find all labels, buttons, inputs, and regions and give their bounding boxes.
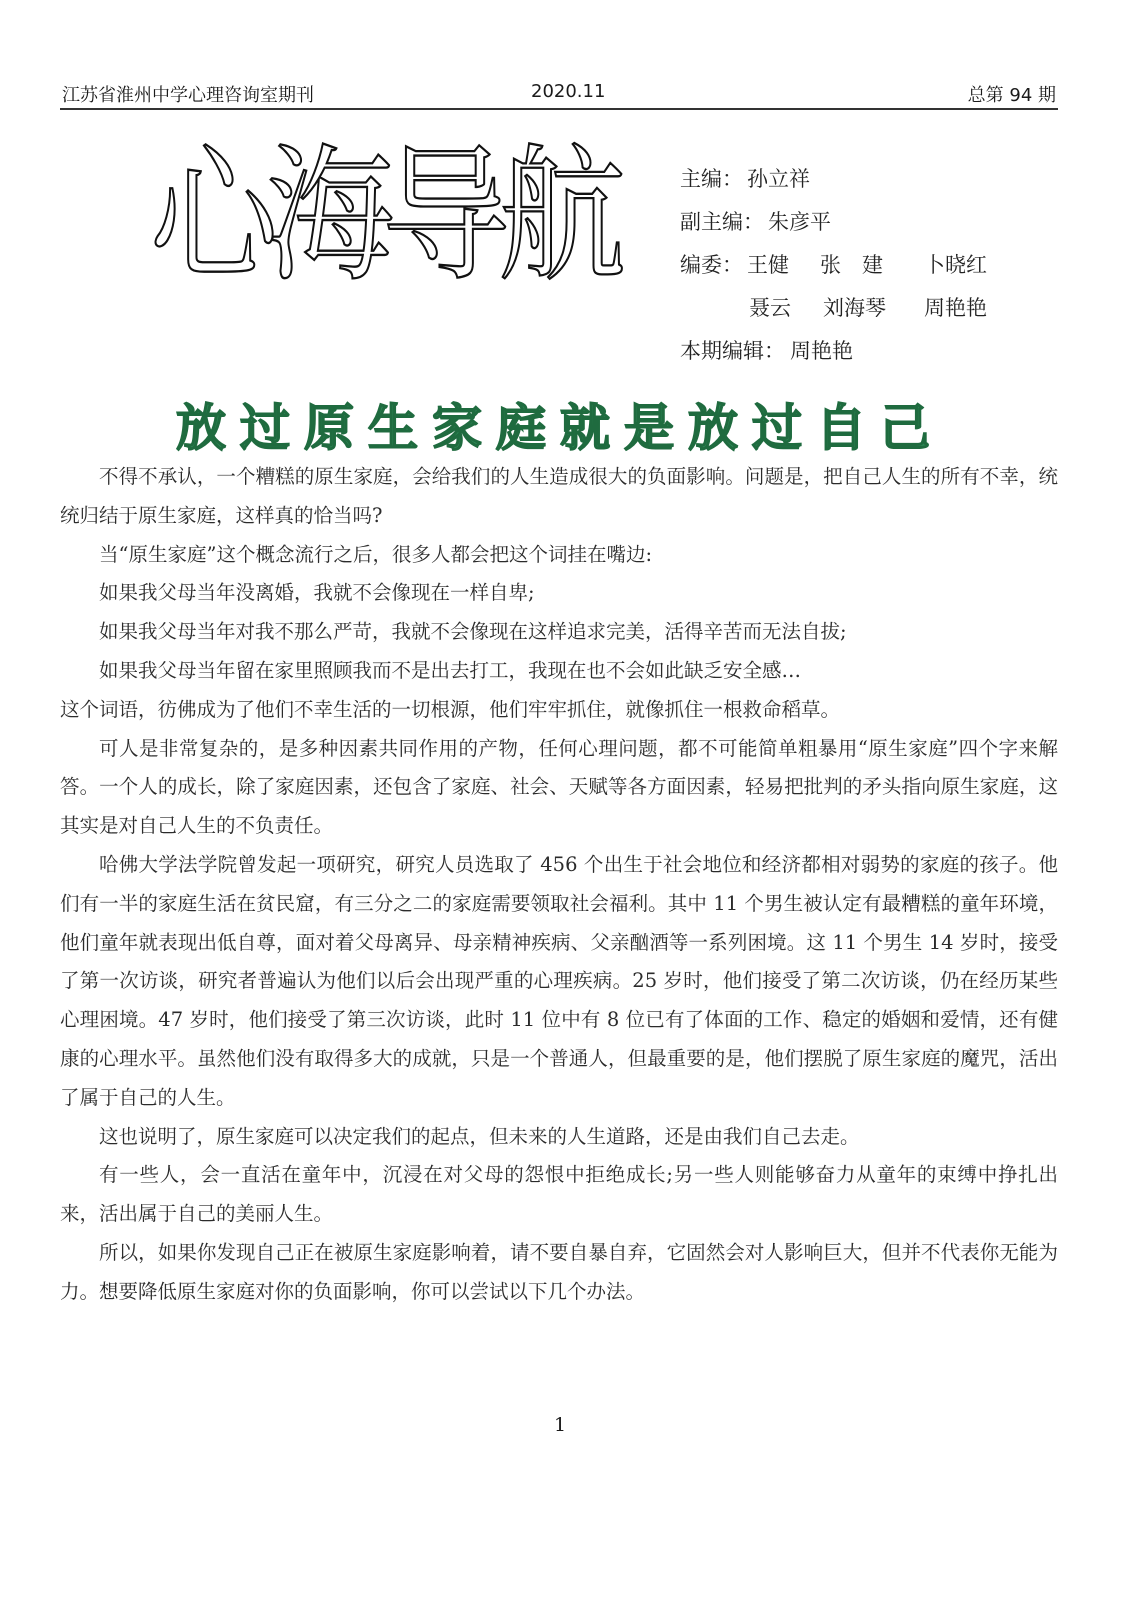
board-member: 王健 xyxy=(747,253,789,277)
paragraph: 不得不承认，一个糟糕的原生家庭，会给我们的人生造成很大的负面影响。问题是，把自己人生的所有不幸，统统归结于原生家庭，这样真的恰当吗? xyxy=(60,465,1058,527)
paragraph: 这也说明了，原生家庭可以决定我们的起点，但未来的人生道路，还是由我们自己去走。 xyxy=(99,1124,860,1148)
paragraph: 这个词语，彷佛成为了他们不幸生活的一切根源，他们牢牢抓住，就像抓住一根救命稻草。 xyxy=(60,697,841,721)
paragraph: 哈佛大学法学院曾发起一项研究，研究人员选取了 456 个出生于社会地位和经济都相对弱势的家庭的孩子。他们有一半的家庭生活在贫民窟，有三分之二的家庭需要领取社会福利。其中 11 个男生被认定有最糟糕的童年环境，他们童年就表现出低自尊，面对着父母离异、母亲精神疾病、父亲酗酒等一系列困境。这 11 个男生 14 岁时，接受了第一次访谈，研究者普遍认为他们以后会出现严重的心理疾病。25 岁时，他们接受了第二次访谈，仍在经历某些心理困境。47 岁时，他们接受了第三次访谈，此时 11 位中有 8 位已有了体面的工作、稳定的婚姻和爱情，还有健康的心理水平。虽然他们没有取得多大的成就，只是一个普通人，但最重要的是，他们摆脱了原生家庭的魔咒，活出了属于自己的人生。 xyxy=(60,852,1058,1109)
paragraph: 可人是非常复杂的，是多种因素共同作用的产物，任何心理问题，都不可能简单粗暴用“原生家庭”四个字来解答。一个人的成长，除了家庭因素，还包含了家庭、社会、天赋等各方面因素，轻易把批判的矛头指向原生家庭，这其实是对自己人生的不负责任。 xyxy=(60,736,1058,838)
publication-name: 江苏省淮州中学心理咨询室期刊 xyxy=(62,85,314,106)
article-body xyxy=(60,458,1058,1312)
paragraph: 当“原生家庭”这个概念流行之后，很多人都会把这个词挂在嘴边: xyxy=(99,542,653,566)
issue-date: 2020.11 xyxy=(531,81,606,102)
chief-editor-label: 主编： xyxy=(680,167,743,191)
issue-editor-label: 本期编辑： xyxy=(680,339,785,363)
issue-number: 总第 94 期 xyxy=(967,85,1056,106)
board-member: 卜晓红 xyxy=(924,253,987,277)
deputy-editor-label: 副主编： xyxy=(680,210,764,234)
paragraph: 如果我父母当年对我不那么严苛，我就不会像现在这样追求完美，活得辛苦而无法自拔; xyxy=(99,620,847,644)
chief-editor-name: 孙立祥 xyxy=(747,167,810,191)
page-number: 1 xyxy=(553,1414,567,1436)
paragraph: 有一些人，会一直活在童年中，沉浸在对父母的怨恨中拒绝成长;另一些人则能够奋力从童年的束缚中挣扎出来，活出属于自己的美丽人生。 xyxy=(60,1163,1058,1226)
board-member: 聂云 xyxy=(749,296,791,320)
board-member: 张 建 xyxy=(820,253,883,277)
issue-editor-name: 周艳艳 xyxy=(790,339,853,363)
board-member: 周艳艳 xyxy=(924,296,987,320)
board-label: 编委： xyxy=(680,253,743,277)
paragraph: 如果我父母当年没离婚，我就不会像现在一样自卑; xyxy=(99,581,535,605)
masthead-title: 心海导航 xyxy=(150,131,615,303)
deputy-editor-name: 朱彦平 xyxy=(768,210,831,234)
article-title: 放过原生家庭就是放过自己 xyxy=(176,399,944,457)
paragraph: 所以，如果你发现自己正在被原生家庭影响着，请不要自暴自弃，它固然会对人影响巨大，但并不代表你无能为力。想要降低原生家庭对你的负面影响，你可以尝试以下几个办法。 xyxy=(60,1240,1058,1303)
board-member: 刘海琴 xyxy=(823,296,886,320)
paragraph: 如果我父母当年留在家里照顾我而不是出去打工，我现在也不会如此缺乏安全感… xyxy=(99,658,802,682)
